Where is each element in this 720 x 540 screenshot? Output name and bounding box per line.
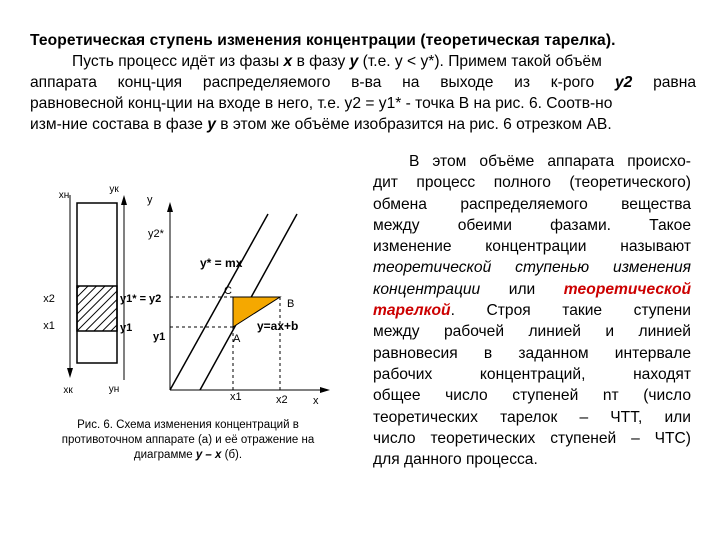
arrowhead-up — [121, 195, 127, 205]
term-highlight: тарелкой — [373, 302, 451, 320]
right-line-1: В этом объёме аппарата происхо- — [409, 153, 691, 170]
label-yn: yн — [108, 384, 120, 395]
label-x1: x1 — [43, 320, 55, 332]
intro-var-x: x — [283, 53, 293, 70]
right-line-2: дит процесс полного (теоретического) — [373, 174, 691, 192]
right-line-10: равновесия в заданном интервале — [373, 344, 691, 362]
intro-text: (т.е. y < y*). Примем такой объём — [358, 53, 602, 70]
column-diagram — [43, 184, 161, 396]
caption-line-1: Рис. 6. Схема изменения концентраций в — [77, 419, 299, 431]
right-line-13: теоретических тарелок – ЧТТ, или — [373, 408, 691, 426]
x-axis-arrowhead — [320, 387, 330, 393]
right-line-8 — [373, 300, 691, 321]
right-line-15: для данного процесса. — [373, 451, 538, 469]
yx-diagram — [147, 194, 330, 407]
caption-axes: y – x — [195, 449, 222, 461]
term-text: концентрации — [373, 280, 481, 298]
section-heading: Теоретическая ступень изменения концентрации (теоретическая тарелка). — [30, 32, 616, 49]
caption-line-2: противоточном аппарате (а) и её отражение на — [61, 434, 315, 446]
right-line-3: обмена распределяемого вещества — [373, 195, 691, 213]
label-yk: yк — [109, 184, 119, 195]
right-column-text — [373, 151, 691, 470]
point-c-label: C — [224, 285, 232, 297]
point-b-label: B — [287, 298, 295, 310]
intro-var-y: y — [207, 116, 216, 133]
label-xn: xн — [58, 190, 70, 201]
caption-text: диаграмме — [133, 449, 196, 461]
right-line-4: между обеими фазами. Такое — [373, 216, 691, 234]
right-line-9: между рабочей линией и линией — [373, 323, 691, 341]
y-axis-arrowhead — [167, 202, 173, 212]
column-body — [77, 203, 117, 363]
term-highlight: теоретической — [563, 280, 691, 298]
intro-var-y: y — [349, 53, 359, 70]
figure-caption — [28, 418, 348, 463]
caption-text: (б). — [221, 449, 243, 461]
intro-text: в этом же объёме изобразится на рис. 6 отрезком AB. — [215, 116, 612, 133]
right-line-12: общее число ступеней nт (число — [373, 387, 691, 405]
intro-text: равна — [632, 74, 696, 91]
right-line-6: теоретической ступенью изменения — [373, 259, 691, 277]
arrowhead-down — [67, 368, 73, 378]
axis-x2-label: x2 — [276, 394, 288, 406]
label-y1-col: y1 — [120, 322, 133, 334]
equilibrium-label: y* = mx — [200, 256, 243, 270]
right-line-7 — [373, 279, 691, 300]
working-line-label: y=ax+b — [257, 319, 299, 333]
label-x2: x2 — [43, 293, 55, 305]
intro-text: аппарата конц-ция распределяемого в-ва на выходе из к-рого — [30, 74, 615, 91]
intro-var-y2: y2 — [614, 74, 633, 91]
intro-line-3: равновесной конц-ции на входе в него, т.е. y2 = y1* - точка B на рис. 6. Соотв-но — [30, 95, 613, 112]
point-a-label: A — [233, 333, 241, 345]
axis-y-label: y — [147, 194, 153, 206]
caption-line-3 — [28, 448, 348, 463]
right-line-14: число теоретических ступеней – ЧТС) — [373, 429, 691, 447]
label-xk: xк — [63, 385, 73, 396]
axis-x-label: x — [313, 395, 319, 407]
axis-y2s-label: y2* — [148, 228, 164, 240]
plain-text: или — [480, 280, 564, 298]
column-stage — [77, 286, 117, 331]
plain-text: . Строя такие ступени — [450, 302, 691, 320]
right-line-5: изменение концентрации называют — [373, 238, 691, 256]
intro-text: изм-ние состава в фазе — [30, 116, 208, 133]
axis-x1-label: x1 — [230, 391, 242, 403]
axis-y1-label: y1 — [153, 331, 166, 343]
intro-text: в фазу — [292, 53, 350, 70]
intro-text: Пусть процесс идёт из фазы — [72, 53, 284, 70]
label-y1s-y2: y1* = y2 — [120, 293, 162, 305]
right-line-11: рабочих концентраций, находят — [373, 365, 691, 383]
